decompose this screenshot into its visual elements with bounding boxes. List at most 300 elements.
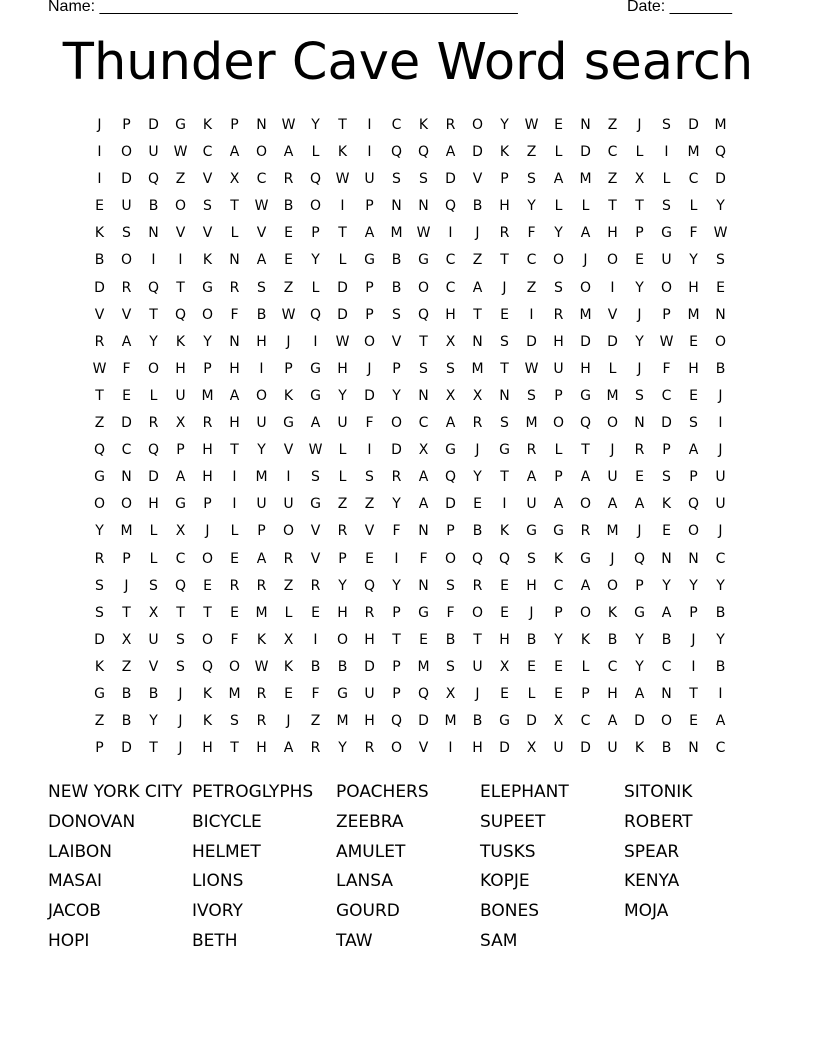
grid-letter: Y xyxy=(662,577,671,594)
grid-letter: V xyxy=(256,225,267,242)
grid-letter: Y xyxy=(527,198,536,215)
grid-letter: O xyxy=(390,415,403,432)
grid-letter: L xyxy=(230,225,239,242)
grid-letter: U xyxy=(553,740,564,757)
grid-letter: R xyxy=(148,415,159,432)
grid-letter: E xyxy=(500,604,509,621)
grid-letter: I xyxy=(610,279,615,296)
grid-letter: B xyxy=(391,252,402,269)
word-list-item: SPEAR xyxy=(624,841,680,862)
word-list-item: BETH xyxy=(192,930,238,951)
grid-letter: A xyxy=(175,469,186,486)
grid-letter: D xyxy=(445,496,456,513)
grid-row xyxy=(86,383,734,410)
grid-letter: V xyxy=(283,442,294,459)
word-list-item: TUSKS xyxy=(480,841,536,862)
grid-letter: R xyxy=(121,279,132,296)
grid-letter: C xyxy=(607,144,618,161)
grid-letter: W xyxy=(173,144,188,161)
grid-letter: P xyxy=(230,117,239,133)
grid-letter: Z xyxy=(283,577,294,594)
grid-letter: Y xyxy=(635,658,644,675)
grid-letter: C xyxy=(202,144,213,161)
grid-letter: J xyxy=(637,117,642,133)
grid-letter: U xyxy=(553,360,564,377)
grid-letter: T xyxy=(500,252,509,269)
grid-letter: E xyxy=(419,631,428,648)
word-list-item: PETROGLYPHS xyxy=(192,782,314,802)
grid-letter: E xyxy=(311,604,320,621)
grid-letter: H xyxy=(499,631,510,648)
grid-letter: P xyxy=(392,685,401,702)
grid-letter: Y xyxy=(338,577,347,594)
grid-letter: E xyxy=(230,604,239,621)
grid-letter: I xyxy=(691,658,696,675)
grid-letter: X xyxy=(499,658,510,675)
grid-letter: V xyxy=(310,550,321,567)
grid-letter: C xyxy=(661,387,672,404)
grid-letter: Y xyxy=(554,631,563,648)
grid-letter: E xyxy=(284,225,293,242)
grid-letter: S xyxy=(176,658,185,675)
grid-row xyxy=(86,329,734,356)
grid-letter: L xyxy=(149,387,158,404)
grid-letter: P xyxy=(554,604,563,621)
grid-letter: P xyxy=(446,523,455,540)
grid-letter: E xyxy=(554,658,563,675)
grid-letter: C xyxy=(607,658,618,675)
grid-letter: O xyxy=(471,117,484,133)
grid-letter: A xyxy=(715,713,726,730)
grid-letter: Q xyxy=(93,442,106,459)
grid-letter: E xyxy=(284,252,293,269)
grid-letter: B xyxy=(472,523,483,540)
grid-letter: Q xyxy=(147,279,160,296)
grid-letter: B xyxy=(148,685,159,702)
grid-letter: Q xyxy=(633,550,646,567)
grid-letter: O xyxy=(552,252,565,269)
grid-letter: K xyxy=(553,550,564,567)
grid-letter: A xyxy=(553,496,564,513)
grid-letter: J xyxy=(610,550,615,567)
grid-letter: U xyxy=(715,469,726,486)
grid-letter: L xyxy=(338,252,347,269)
grid-letter: M xyxy=(687,306,700,323)
grid-letter: Y xyxy=(311,117,320,133)
grid-letter: S xyxy=(446,577,455,594)
grid-letter: Q xyxy=(498,550,511,567)
grid-letter: L xyxy=(527,685,536,702)
grid-letter: Q xyxy=(174,306,187,323)
grid-letter: W xyxy=(254,658,269,675)
grid-letter: F xyxy=(662,360,671,377)
grid-letter: O xyxy=(390,740,403,757)
grid-letter: Y xyxy=(338,387,347,404)
grid-letter: D xyxy=(364,658,375,675)
grid-letter: G xyxy=(499,713,510,730)
grid-letter: F xyxy=(527,225,536,242)
grid-letter: A xyxy=(472,279,483,296)
grid-letter: W xyxy=(308,442,323,459)
grid-letter: L xyxy=(689,198,698,215)
grid-letter: R xyxy=(634,442,645,459)
grid-letter: I xyxy=(151,252,156,269)
grid-letter: U xyxy=(364,685,375,702)
grid-row xyxy=(86,464,734,491)
grid-letter: Y xyxy=(95,523,104,540)
grid-letter: X xyxy=(148,604,159,621)
grid-letter: X xyxy=(553,713,564,730)
grid-letter: I xyxy=(718,415,723,432)
grid-row xyxy=(86,112,734,139)
grid-letter: C xyxy=(715,740,726,757)
grid-letter: T xyxy=(392,631,401,648)
grid-letter: U xyxy=(121,198,132,215)
word-list-item: HOPI xyxy=(48,930,90,951)
word-list-item: SUPEET xyxy=(480,811,546,832)
grid-letter: V xyxy=(391,333,402,350)
grid-letter: K xyxy=(634,740,645,757)
grid-row xyxy=(86,518,734,545)
grid-letter: Z xyxy=(310,713,321,730)
grid-letter: S xyxy=(716,252,725,269)
grid-letter: L xyxy=(662,171,671,188)
grid-letter: I xyxy=(664,144,669,161)
word-list-item: KENYA xyxy=(624,871,680,892)
grid-letter: C xyxy=(175,550,186,567)
grid-letter: H xyxy=(148,496,159,513)
grid-letter: N xyxy=(391,198,402,215)
grid-letter: J xyxy=(97,117,102,133)
grid-letter: E xyxy=(500,577,509,594)
grid-letter: M xyxy=(201,387,214,404)
grid-letter: O xyxy=(120,144,133,161)
grid-letter: V xyxy=(364,523,375,540)
grid-letter: J xyxy=(529,604,534,621)
grid-letter: K xyxy=(607,604,618,621)
grid-letter: O xyxy=(363,333,376,350)
grid-letter: Q xyxy=(444,469,457,486)
grid-letter: U xyxy=(472,658,483,675)
grid-letter: U xyxy=(607,469,618,486)
grid-letter: X xyxy=(445,333,456,350)
grid-letter: D xyxy=(445,171,456,188)
grid-letter: L xyxy=(149,550,158,567)
grid-letter: Y xyxy=(149,713,158,730)
grid-letter: E xyxy=(500,685,509,702)
grid-letter: G xyxy=(94,685,105,702)
grid-letter: H xyxy=(688,279,699,296)
grid-letter: T xyxy=(95,387,104,404)
word-list-item: ROBERT xyxy=(624,811,693,832)
grid-letter: M xyxy=(444,713,457,730)
grid-letter: P xyxy=(203,496,212,513)
grid-letter: N xyxy=(472,333,483,350)
grid-letter: X xyxy=(175,523,186,540)
grid-letter: O xyxy=(201,550,214,567)
grid-letter: T xyxy=(608,198,617,215)
grid-row xyxy=(86,220,734,247)
grid-letter: P xyxy=(257,523,266,540)
grid-row xyxy=(86,166,734,193)
grid-letter: C xyxy=(256,171,267,188)
grid-letter: V xyxy=(202,171,213,188)
grid-letter: B xyxy=(283,198,294,215)
grid-letter: M xyxy=(336,713,349,730)
grid-letter: J xyxy=(718,387,723,404)
grid-letter: X xyxy=(472,387,483,404)
grid-letter: Z xyxy=(607,117,618,133)
grid-letter: G xyxy=(337,685,348,702)
grid-letter: Q xyxy=(390,144,403,161)
word-list-item: LANSA xyxy=(336,871,393,892)
grid-row xyxy=(86,600,734,627)
grid-row xyxy=(86,708,734,735)
grid-letter: U xyxy=(661,252,672,269)
grid-letter: D xyxy=(337,279,348,296)
grid-letter: M xyxy=(579,306,592,323)
grid-letter: Y xyxy=(392,577,401,594)
grid-letter: M xyxy=(120,523,133,540)
grid-letter: H xyxy=(499,198,510,215)
grid-letter: U xyxy=(364,171,375,188)
grid-letter: D xyxy=(418,713,429,730)
grid-letter: R xyxy=(202,415,213,432)
grid-letter: I xyxy=(313,333,318,350)
grid-letter: G xyxy=(418,252,429,269)
grid-letter: S xyxy=(527,171,536,188)
grid-letter: C xyxy=(121,442,132,459)
grid-letter: A xyxy=(580,225,591,242)
grid-letter: S xyxy=(122,225,131,242)
date-line: Date: _______ xyxy=(627,0,732,15)
page-title: Thunder Cave Word search xyxy=(62,33,754,92)
grid-letter: O xyxy=(687,523,700,540)
grid-letter: S xyxy=(527,387,536,404)
grid-letter: G xyxy=(175,496,186,513)
grid-letter: S xyxy=(635,387,644,404)
grid-letter: E xyxy=(662,523,671,540)
grid-letter: F xyxy=(689,225,698,242)
grid-letter: D xyxy=(121,740,132,757)
grid-letter: R xyxy=(391,469,402,486)
grid-letter: K xyxy=(202,117,213,133)
grid-letter: O xyxy=(309,198,322,215)
grid-letter: O xyxy=(714,333,727,350)
grid-letter: H xyxy=(445,306,456,323)
grid-letter: V xyxy=(418,740,429,757)
grid-letter: I xyxy=(232,469,237,486)
grid-letter: X xyxy=(229,171,240,188)
grid-letter: L xyxy=(554,144,563,161)
grid-letter: N xyxy=(229,252,240,269)
grid-letter: Y xyxy=(635,333,644,350)
grid-letter: X xyxy=(634,171,645,188)
grid-letter: P xyxy=(122,550,131,567)
grid-letter: F xyxy=(392,523,401,540)
grid-letter: G xyxy=(634,604,645,621)
grid-letter: S xyxy=(500,333,509,350)
grid-letter: I xyxy=(718,685,723,702)
grid-letter: O xyxy=(660,713,673,730)
grid-letter: C xyxy=(715,550,726,567)
grid-letter: M xyxy=(255,604,268,621)
grid-letter: K xyxy=(661,496,672,513)
word-list-item: SITONIK xyxy=(624,782,693,802)
grid-letter: G xyxy=(445,442,456,459)
grid-letter: B xyxy=(256,306,267,323)
word-list-item: MOJA xyxy=(624,901,669,922)
word-list-item: SAM xyxy=(480,930,518,951)
grid-letter: K xyxy=(202,713,213,730)
grid-letter: K xyxy=(337,144,348,161)
grid-letter: E xyxy=(527,658,536,675)
grid-letter: D xyxy=(526,333,537,350)
word-list-item: ELEPHANT xyxy=(480,782,569,802)
grid-letter: M xyxy=(687,144,700,161)
grid-letter: O xyxy=(93,496,106,513)
grid-letter: I xyxy=(97,171,102,188)
grid-letter: O xyxy=(255,387,268,404)
grid-letter: O xyxy=(120,252,133,269)
grid-row xyxy=(86,410,734,437)
grid-letter: P xyxy=(203,360,212,377)
grid-letter: Y xyxy=(716,577,725,594)
grid-letter: B xyxy=(337,658,348,675)
grid-letter: S xyxy=(527,550,536,567)
grid-letter: I xyxy=(367,442,372,459)
grid-letter: H xyxy=(256,740,267,757)
grid-letter: N xyxy=(634,415,645,432)
grid-letter: J xyxy=(178,740,183,757)
grid-letter: O xyxy=(606,577,619,594)
grid-letter: W xyxy=(92,360,107,377)
grid-letter: R xyxy=(283,171,294,188)
grid-letter: G xyxy=(310,496,321,513)
grid-letter: D xyxy=(580,740,591,757)
grid-letter: H xyxy=(607,225,618,242)
grid-letter: G xyxy=(418,604,429,621)
grid-letter: O xyxy=(444,550,457,567)
grid-letter: A xyxy=(283,144,294,161)
grid-letter: T xyxy=(230,442,239,459)
grid-letter: J xyxy=(637,306,642,323)
word-list-item: BICYCLE xyxy=(192,811,262,832)
grid-letter: B xyxy=(148,198,159,215)
grid-letter: A xyxy=(580,469,591,486)
grid-letter: P xyxy=(95,740,104,757)
grid-letter: V xyxy=(148,658,159,675)
grid-letter: O xyxy=(174,198,187,215)
grid-letter: D xyxy=(148,469,159,486)
grid-letter: G xyxy=(364,252,375,269)
grid-letter: G xyxy=(526,523,537,540)
grid-letter: C xyxy=(391,117,402,133)
grid-letter: N xyxy=(229,333,240,350)
grid-letter: Z xyxy=(175,171,186,188)
grid-row xyxy=(86,491,734,518)
grid-letter: Y xyxy=(149,333,158,350)
grid-letter: F xyxy=(230,306,239,323)
grid-letter: T xyxy=(338,225,347,242)
grid-letter: X xyxy=(121,631,132,648)
word-list-item: HELMET xyxy=(192,841,261,862)
grid-letter: P xyxy=(581,685,590,702)
grid-letter: O xyxy=(606,415,619,432)
grid-letter: K xyxy=(202,252,213,269)
grid-letter: O xyxy=(471,604,484,621)
grid-letter: P xyxy=(662,306,671,323)
grid-letter: V xyxy=(175,225,186,242)
grid-letter: N xyxy=(418,387,429,404)
grid-letter: F xyxy=(122,360,131,377)
word-list-item: LAIBON xyxy=(48,841,112,862)
word-list-item: POACHERS xyxy=(336,782,429,802)
grid-letter: P xyxy=(176,442,185,459)
grid-row xyxy=(86,247,734,274)
grid-row xyxy=(86,654,734,681)
grid-row xyxy=(86,573,734,600)
grid-row xyxy=(86,302,734,329)
grid-letter: K xyxy=(283,387,294,404)
grid-letter: A xyxy=(661,604,672,621)
grid-letter: O xyxy=(147,360,160,377)
grid-letter: X xyxy=(175,415,186,432)
grid-letter: O xyxy=(336,631,349,648)
grid-letter: X xyxy=(445,387,456,404)
grid-letter: I xyxy=(448,225,453,242)
grid-letter: T xyxy=(338,117,347,133)
grid-row xyxy=(86,681,734,708)
grid-letter: E xyxy=(689,333,698,350)
grid-letter: V xyxy=(202,225,213,242)
grid-letter: E xyxy=(365,550,374,567)
grid-letter: E xyxy=(554,117,563,133)
grid-letter: T xyxy=(500,469,509,486)
grid-letter: M xyxy=(714,117,727,133)
grid-letter: A xyxy=(607,496,618,513)
grid-letter: N xyxy=(418,523,429,540)
grid-letter: S xyxy=(446,360,455,377)
grid-letter: O xyxy=(282,523,295,540)
grid-row xyxy=(86,627,734,654)
grid-letter: Y xyxy=(203,333,212,350)
grid-letter: S xyxy=(203,198,212,215)
grid-letter: R xyxy=(472,415,483,432)
grid-letter: G xyxy=(202,279,213,296)
grid-letter: E xyxy=(122,387,131,404)
grid-letter: Z xyxy=(607,171,618,188)
grid-letter: F xyxy=(419,550,428,567)
grid-letter: J xyxy=(475,225,480,242)
grid-letter: S xyxy=(446,658,455,675)
grid-letter: G xyxy=(94,469,105,486)
grid-letter: Y xyxy=(689,252,698,269)
grid-letter: B xyxy=(310,658,321,675)
grid-letter: A xyxy=(526,469,537,486)
grid-letter: H xyxy=(553,333,564,350)
grid-letter: S xyxy=(257,279,266,296)
grid-letter: J xyxy=(691,631,696,648)
word-list-item: LIONS xyxy=(192,871,244,892)
grid-letter: S xyxy=(689,415,698,432)
grid-letter: E xyxy=(635,252,644,269)
grid-letter: H xyxy=(580,360,591,377)
grid-letter: H xyxy=(202,740,213,757)
grid-letter: T xyxy=(581,442,590,459)
grid-letter: B xyxy=(472,198,483,215)
grid-letter: U xyxy=(526,496,537,513)
